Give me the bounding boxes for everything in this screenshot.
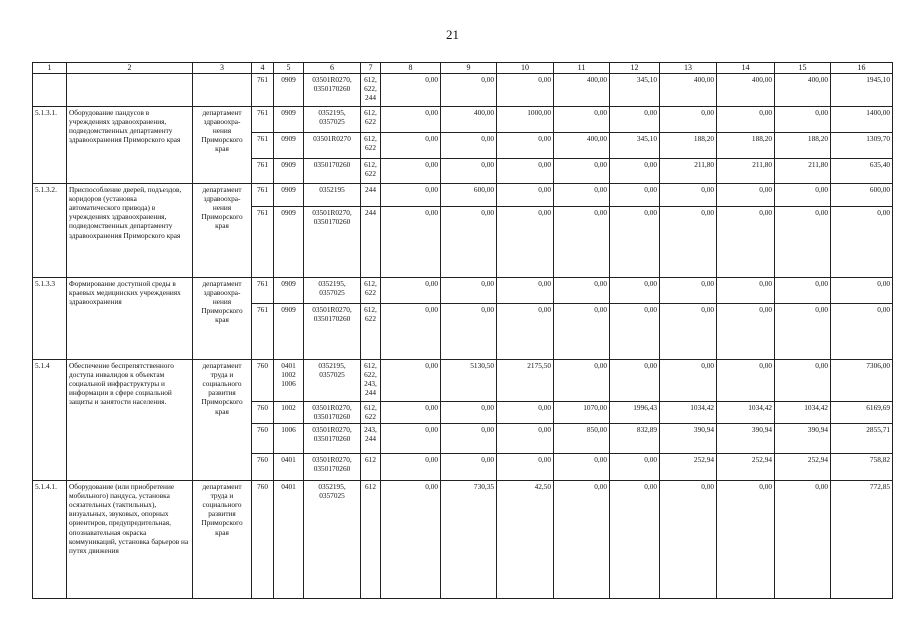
section-code: 0909 [274,159,304,184]
year-value: 730,35 [441,481,497,599]
year-value: 0,00 [441,159,497,184]
year-value: 345,10 [610,133,660,159]
year-value: 600,00 [441,184,497,207]
expense-type-code: 243, 244 [361,424,381,454]
year-value: 345,10 [610,74,660,107]
item-number: 5.1.3.2. [33,184,67,278]
target-article-code: 03501R0270, 0350170260 [304,74,361,107]
year-value: 0,00 [660,184,717,207]
target-article-code: 03501R0270, 0350170260 [304,424,361,454]
year-value: 1034,42 [717,402,775,424]
year-value: 390,94 [717,424,775,454]
year-value: 0,00 [497,74,554,107]
year-value: 0,00 [610,207,660,278]
expense-type-code: 612 [361,454,381,481]
year-value: 0,00 [381,184,441,207]
column-header: 4 [252,63,274,74]
year-value: 188,20 [660,133,717,159]
table-row [33,184,893,207]
measure-name: Оборудование пандусов в учреждениях здравоохранения, подведомственных департаменту здравоохранения Приморского края [67,107,193,184]
item-number [33,74,67,107]
year-value: 0,00 [441,304,497,360]
year-value: 0,00 [610,107,660,133]
expense-type-code: 612, 622 [361,278,381,304]
year-value: 0,00 [441,424,497,454]
year-value: 0,00 [660,304,717,360]
gr-code: 761 [252,304,274,360]
year-value: 832,89 [610,424,660,454]
expense-type-code: 612, 622 [361,133,381,159]
column-header: 15 [775,63,831,74]
year-value: 0,00 [441,133,497,159]
year-value: 0,00 [441,74,497,107]
year-value: 0,00 [660,360,717,402]
year-value: 0,00 [381,133,441,159]
expense-type-code: 612, 622 [361,107,381,133]
year-value: 0,00 [775,360,831,402]
section-code: 0909 [274,207,304,278]
measure-name: Приспособление дверей, подъездов, коридоров (установка автоматического привода) в учреждениях здравоохранения, подведомственных департаменту здравоохранения Приморского края [67,184,193,278]
year-value: 211,80 [775,159,831,184]
target-article-code: 03501R0270, 0350170260 [304,207,361,278]
year-value: 0,00 [381,304,441,360]
year-value: 42,50 [497,481,554,599]
expense-type-code: 612, 622, 244 [361,74,381,107]
total-value: 1400,00 [831,107,893,133]
year-value: 0,00 [775,304,831,360]
year-value: 400,00 [717,74,775,107]
table-row [33,481,893,599]
year-value: 0,00 [610,304,660,360]
year-value: 0,00 [381,402,441,424]
gr-code: 761 [252,133,274,159]
column-header: 14 [717,63,775,74]
year-value: 0,00 [381,360,441,402]
target-article-code: 03501R0270, 0350170260 [304,304,361,360]
section-code: 0909 [274,184,304,207]
expense-type-code: 244 [361,207,381,278]
year-value: 0,00 [381,74,441,107]
year-value: 0,00 [660,207,717,278]
year-value: 0,00 [775,278,831,304]
year-value: 0,00 [717,278,775,304]
total-value: 1309,70 [831,133,893,159]
expense-type-code: 612, 622, 243, 244 [361,360,381,402]
column-header: 8 [381,63,441,74]
section-code: 1002 [274,402,304,424]
target-article-code: 0352195, 0357025 [304,481,361,599]
total-value: 7306,00 [831,360,893,402]
year-value: 0,00 [775,184,831,207]
item-number: 5.1.3.1. [33,107,67,184]
measure-name [67,74,193,107]
year-value: 0,00 [441,278,497,304]
year-value: 0,00 [554,207,610,278]
section-code: 0909 [274,133,304,159]
year-value: 0,00 [554,278,610,304]
executor: департамент здравоохра-нения Приморского края [193,107,252,184]
target-article-code: 03501R0270, 0350170260 [304,454,361,481]
expense-type-code: 612 [361,481,381,599]
year-value: 0,00 [381,207,441,278]
total-value: 0,00 [831,304,893,360]
year-value: 188,20 [717,133,775,159]
year-value: 400,00 [441,107,497,133]
year-value: 0,00 [554,159,610,184]
year-value: 390,94 [775,424,831,454]
gr-code: 760 [252,402,274,424]
year-value: 0,00 [497,159,554,184]
column-header: 5 [274,63,304,74]
column-header: 9 [441,63,497,74]
expense-type-code: 612, 622 [361,159,381,184]
year-value: 0,00 [554,454,610,481]
year-value: 0,00 [775,481,831,599]
measure-name: Обеспечение беспрепятственного доступа инвалидов к объектам социальной инфраструктуры и информации в сфере социальной защиты и занятости населения. [67,360,193,481]
gr-code: 761 [252,74,274,107]
year-value: 0,00 [554,481,610,599]
executor: департамент здравоохра-нения Приморского края [193,184,252,278]
year-value: 0,00 [610,360,660,402]
year-value: 0,00 [775,207,831,278]
column-header: 6 [304,63,361,74]
target-article-code: 0352195, 0357025 [304,360,361,402]
year-value: 0,00 [717,184,775,207]
total-value: 772,85 [831,481,893,599]
total-value: 6169,69 [831,402,893,424]
year-value: 400,00 [775,74,831,107]
target-article-code: 03501R0270, 0350170260 [304,402,361,424]
column-header: 7 [361,63,381,74]
table-row [33,360,893,402]
year-value: 850,00 [554,424,610,454]
total-value: 0,00 [831,207,893,278]
year-value: 400,00 [554,133,610,159]
year-value: 0,00 [497,454,554,481]
year-value: 0,00 [497,207,554,278]
target-article-code: 0352195, 0357025 [304,107,361,133]
expense-type-code: 612, 622 [361,304,381,360]
year-value: 0,00 [610,159,660,184]
year-value: 1034,42 [775,402,831,424]
gr-code: 761 [252,184,274,207]
year-value: 0,00 [717,360,775,402]
column-header: 10 [497,63,554,74]
target-article-code: 0350170260 [304,159,361,184]
year-value: 0,00 [441,207,497,278]
item-number: 5.1.4 [33,360,67,481]
year-value: 0,00 [717,207,775,278]
gr-code: 760 [252,360,274,402]
section-code: 0401 1002 1006 [274,360,304,402]
year-value: 252,94 [660,454,717,481]
year-value: 0,00 [381,481,441,599]
executor [193,74,252,107]
year-value: 0,00 [717,304,775,360]
column-header: 2 [67,63,193,74]
column-header: 11 [554,63,610,74]
year-value: 0,00 [610,454,660,481]
year-value: 5130,50 [441,360,497,402]
year-value: 252,94 [717,454,775,481]
year-value: 0,00 [497,278,554,304]
year-value: 0,00 [497,402,554,424]
year-value: 0,00 [497,184,554,207]
year-value: 1000,00 [497,107,554,133]
year-value: 0,00 [554,360,610,402]
total-value: 600,00 [831,184,893,207]
total-value: 0,00 [831,278,893,304]
executor: департамент труда и социального развития Приморского края [193,481,252,599]
year-value: 211,80 [717,159,775,184]
target-article-code: 0352195 [304,184,361,207]
target-article-code: 03501R0270 [304,133,361,159]
year-value: 400,00 [660,74,717,107]
year-value: 0,00 [554,184,610,207]
section-code: 0909 [274,304,304,360]
total-value: 635,40 [831,159,893,184]
year-value: 211,80 [660,159,717,184]
column-number-row [33,63,893,74]
year-value: 0,00 [381,454,441,481]
year-value: 0,00 [381,424,441,454]
gr-code: 760 [252,481,274,599]
year-value: 0,00 [610,278,660,304]
year-value: 1996,43 [610,402,660,424]
budget-table [32,62,893,599]
total-value: 758,82 [831,454,893,481]
page-number: 21 [446,27,459,42]
column-header: 13 [660,63,717,74]
column-header: 12 [610,63,660,74]
item-number: 5.1.4.1. [33,481,67,599]
section-code: 0909 [274,74,304,107]
executor: департамент здравоохра-нения Приморского края [193,278,252,360]
year-value: 0,00 [660,481,717,599]
year-value: 0,00 [660,107,717,133]
gr-code: 761 [252,278,274,304]
gr-code: 761 [252,107,274,133]
measure-name: Оборудование (или приобретение мобильного) пандуса, установка осязательных (тактильных), визуальных, звуковых, опорных ориентиров, предупредительная, опознавательная окраска коммуникаций, установка барьеров на путях движения [67,481,193,599]
year-value: 0,00 [497,304,554,360]
gr-code: 761 [252,159,274,184]
column-header: 1 [33,63,67,74]
year-value: 0,00 [660,278,717,304]
table-row [33,278,893,304]
year-value: 0,00 [441,402,497,424]
gr-code: 760 [252,424,274,454]
year-value: 0,00 [554,107,610,133]
year-value: 0,00 [441,454,497,481]
year-value: 0,00 [381,278,441,304]
measure-name: Формирование доступной среды в краевых медицинских учреждениях здравоохранения [67,278,193,360]
section-code: 0401 [274,454,304,481]
section-code: 0909 [274,278,304,304]
year-value: 0,00 [381,107,441,133]
year-value: 0,00 [497,133,554,159]
year-value: 0,00 [717,107,775,133]
executor: департамент труда и социального развития Приморского края [193,360,252,481]
table-row [33,74,893,107]
year-value: 390,94 [660,424,717,454]
year-value: 1034,42 [660,402,717,424]
year-value: 0,00 [775,107,831,133]
section-code: 1006 [274,424,304,454]
expense-type-code: 244 [361,184,381,207]
year-value: 400,00 [554,74,610,107]
section-code: 0401 [274,481,304,599]
total-value: 1945,10 [831,74,893,107]
item-number: 5.1.3.3 [33,278,67,360]
gr-code: 761 [252,207,274,278]
table-row [33,107,893,133]
year-value: 0,00 [497,424,554,454]
year-value: 2175,50 [497,360,554,402]
section-code: 0909 [274,107,304,133]
year-value: 0,00 [554,304,610,360]
expense-type-code: 612, 622 [361,402,381,424]
column-header: 3 [193,63,252,74]
target-article-code: 0352195, 0357025 [304,278,361,304]
year-value: 188,20 [775,133,831,159]
year-value: 0,00 [610,481,660,599]
year-value: 252,94 [775,454,831,481]
column-header: 16 [831,63,893,74]
year-value: 0,00 [610,184,660,207]
year-value: 0,00 [381,159,441,184]
gr-code: 760 [252,454,274,481]
year-value: 0,00 [717,481,775,599]
year-value: 1070,00 [554,402,610,424]
total-value: 2855,71 [831,424,893,454]
